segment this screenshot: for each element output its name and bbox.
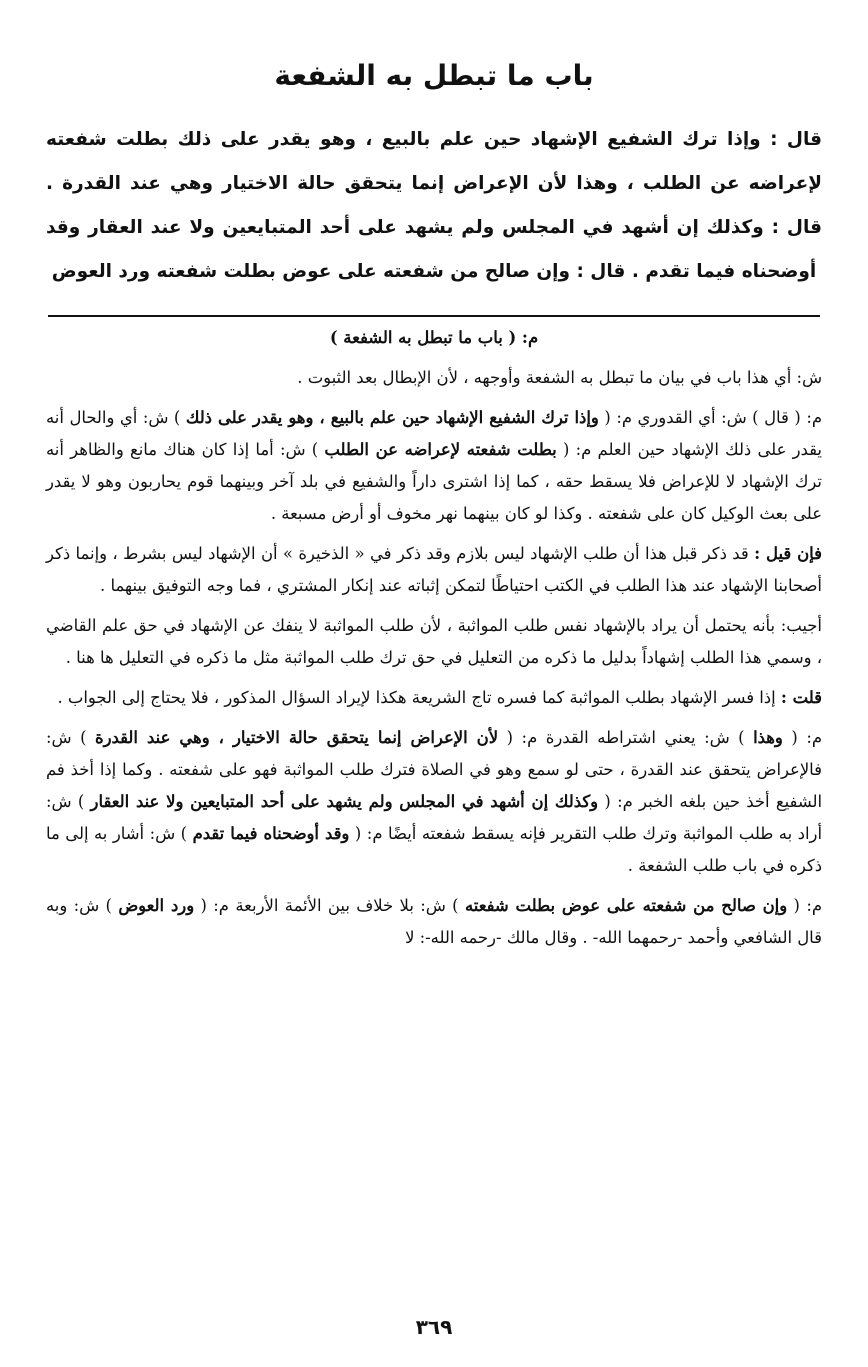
p6-text-c: ) ش: يعني اشتراطه القدرة م: ( [506,728,745,747]
p3-lead: فإن قيل : [754,544,822,563]
p7-text-a: م: ( [793,896,822,915]
p7-quote-1: وإن صالح من شفعته على عوض بطلت شفعته [464,896,788,915]
p6-text-g: ) ش: أراد به طلب المواثبة وترك طلب التقرير فإنه يسقط شفعته أيضًا م: ( [46,792,823,843]
p6-quote-1: وهذا [753,728,783,747]
p5-text: إذا فسر الإشهاد بطلب المواثبة كما فسره تاج الشريعة هكذا لإيراد السؤال المذكور ، فلا يحتاج إلى الجواب . [57,688,776,707]
commentary-heading: م: ( باب ما تبطل به الشفعة ) [329,328,539,347]
p2-text-c: ) ش: أي والحال أنه يقدر على ذلك الإشهاد حين العلم م: ( [46,408,822,459]
p6-quote-2: لأن الإعراض إنما يتحقق حالة الاختيار ، وهي عند القدرة [95,728,499,747]
commentary-paragraph-3 [46,538,822,602]
commentary-block [46,322,822,954]
p7-text-c: ) ش: بلا خلاف بين الأئمة الأربعة م: ( [200,896,459,915]
p2-text-a: م: ( قال ) ش: أي القدوري م: ( [604,408,822,427]
p5-lead: قلت : [780,688,822,707]
p7-quote-2: ورد العوض [118,896,195,915]
commentary-paragraph-5 [46,682,822,714]
commentary-paragraph-1: ش: أي هذا باب في بيان ما تبطل به الشفعة وأوجهه ، لأن الإبطال بعد الثبوت . [297,368,822,387]
commentary-paragraph-6 [46,722,822,882]
page-number: ٣٦٩ [415,1315,453,1339]
chapter-title: باب ما تبطل به الشفعة [274,59,594,92]
commentary-paragraph-2 [46,402,822,530]
p2-quote-2: بطلت شفعته لإعراضه عن الطلب [324,440,557,459]
p7-text-e: ) ش: وبه قال الشافعي وأحمد -رحمهما الله- . وقال مالك -رحمه الله-: لا [46,896,822,947]
p6-text-a: م: ( [791,728,822,747]
p3-text: قد ذكر قبل هذا أن طلب الإشهاد ليس بلازم وقد ذكر في « الذخيرة » أن الإشهاد ليس بشرط ، وإنما ذكر أصحابنا الإشهاد عند هذا الطلب في الكتب احتياطًا لتمكن إثباته عند إنكار المشتري ، فما وجه التوفيق بينهما . [46,544,822,595]
p6-text-i: ) ش: أشار به إلى ما ذكره في باب طلب الشفعة . [46,824,822,875]
p6-quote-4: وقد أوضحناه فيما تقدم [192,824,350,843]
commentary-paragraph-7 [46,890,822,954]
p6-text-e: ) ش: فالإعراض يتحقق عند القدرة ، حتى لو سمع وهو في الصلاة فترك طلب المواثبة فهو على شفعته . وكما إذا أخذ فم الشفيع أخذ حين بلغه الخبر م: ( [46,728,823,811]
p2-text-e: ) ش: أما إذا كان هناك مانع والظاهر أنه ترك الإشهاد لا للإعراض فلا يسقط حقه ، كما إذا اشترى داراً والشفيع في بلد آخر وبينهما قوم يحاربون وهو لا يقدر على بعث الوكيل كان على شفعته . وكذا لو كان بينهما نهر مخوف أو أرض مسبعة . [46,440,822,523]
p2-quote-1: وإذا ترك الشفيع الإشهاد حين علم بالبيع ، وهو يقدر على ذلك [185,408,599,427]
commentary-paragraph-4: أجيب: بأنه يحتمل أن يراد بالإشهاد نفس طلب المواثبة ، لأن طلب المواثبة لا ينفك عن الإشهاد في حق علم القاضي ، وسمي هذا الطلب إشهاداً بدليل ما ذكره من التعليل في حق ترك طلب المواثبة مثل ما ذكره في التعليل ها هنا . [46,616,822,667]
horizontal-divider [48,315,820,317]
p6-quote-3: وكذلك إن أشهد في المجلس ولم يشهد على أحد المتبايعين ولا عند العقار [90,792,599,811]
main-text: قال : وإذا ترك الشفيع الإشهاد حين علم بالبيع ، وهو يقدر على ذلك بطلت شفعته لإعراضه عن الطلب ، وهذا لأن الإعراض إنما يتحقق حالة الاختيار وهي عند القدرة . قال : وكذلك إن أشهد في المجلس ولم يشهد على أحد المتبايعين ولا عند العقار وقد أوضحناه فيما تقدم . قال : وإن صالح من شفعته على عوض بطلت شفعته ورد العوض [46,129,822,282]
